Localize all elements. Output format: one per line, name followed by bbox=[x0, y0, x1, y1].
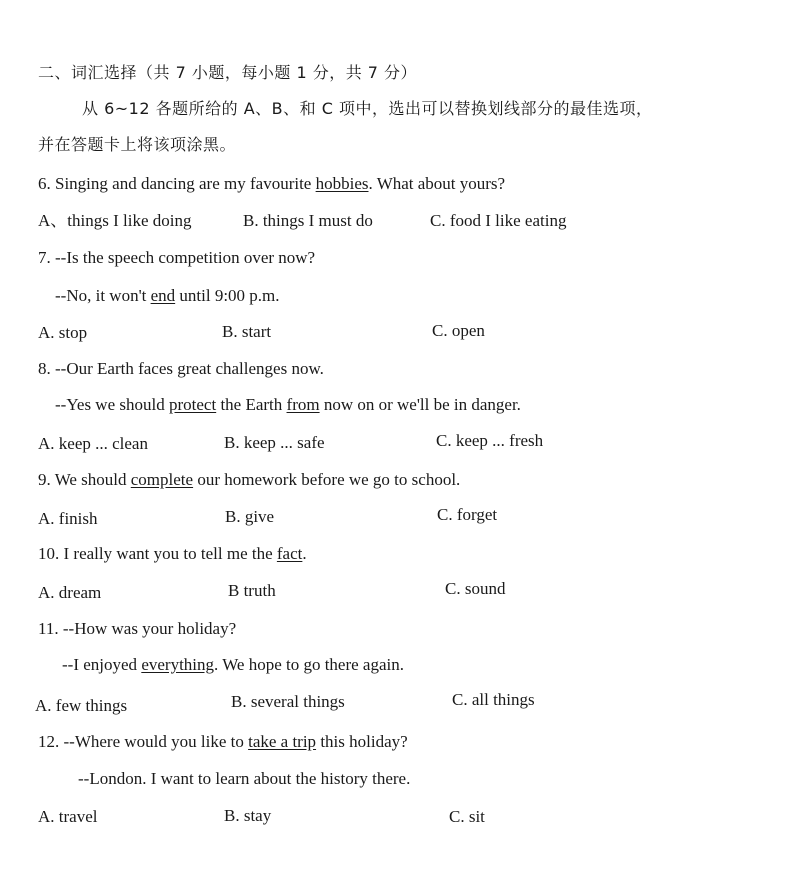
question-10-option-b: B truth bbox=[228, 581, 276, 600]
question-8-text-post: now on or we'll be in danger. bbox=[319, 395, 521, 414]
question-10-option-a: A. dream bbox=[38, 583, 102, 602]
question-6-option-a: A、things I like doing bbox=[38, 211, 192, 230]
question-8-text-mid: the Earth bbox=[216, 395, 287, 414]
question-6-underlined: hobbies bbox=[315, 174, 369, 193]
question-8-option-b: B. keep ... safe bbox=[224, 433, 325, 452]
question-10-text-pre: 10. I really want you to tell me the bbox=[38, 544, 277, 563]
section-title: 二、词汇选择（共 7 小题，每小题 1 分，共 7 分） bbox=[38, 63, 418, 82]
question-10-stem bbox=[38, 543, 307, 565]
question-11-text-pre: --I enjoyed bbox=[62, 655, 142, 674]
question-10-text-post: . bbox=[302, 544, 307, 563]
question-6-stem bbox=[38, 173, 505, 195]
question-7-text-pre: --No, it won't bbox=[55, 286, 151, 305]
question-7-underlined: end bbox=[150, 286, 176, 305]
question-9-option-a: A. finish bbox=[38, 509, 98, 528]
question-6-option-c: C. food I like eating bbox=[430, 211, 567, 230]
question-8-option-c: C. keep ... fresh bbox=[436, 431, 544, 450]
question-7-option-a: A. stop bbox=[38, 323, 88, 342]
question-8-underlined-protect: protect bbox=[168, 395, 217, 414]
question-12-underlined: take a trip bbox=[248, 732, 317, 751]
question-6-text-pre: 6. Singing and dancing are my favourite bbox=[38, 174, 316, 193]
question-12-option-b: B. stay bbox=[224, 806, 272, 825]
question-12-text-post: this holiday? bbox=[316, 732, 408, 751]
question-10-option-c: C. sound bbox=[445, 579, 506, 598]
instruction-line-1: 从 6~12 各题所给的 A、B、和 C 项中，选出可以替换划线部分的最佳选项， bbox=[82, 99, 653, 118]
question-11-option-a: A. few things bbox=[35, 696, 128, 715]
question-7-line-1: 7. --Is the speech competition over now? bbox=[38, 248, 316, 267]
question-7-option-c: C. open bbox=[432, 321, 485, 340]
question-12-text-pre: 12. --Where would you like to bbox=[38, 732, 249, 751]
instruction-line-2: 并在答题卡上将该项涂黑。 bbox=[38, 135, 237, 154]
question-12-option-a: A. travel bbox=[38, 807, 98, 826]
question-8-text-pre: --Yes we should bbox=[55, 395, 169, 414]
question-9-option-b: B. give bbox=[225, 507, 275, 526]
question-10-underlined: fact bbox=[276, 544, 303, 563]
question-7-text-post: until 9:00 p.m. bbox=[175, 286, 280, 305]
question-11-line-1: 11. --How was your holiday? bbox=[38, 619, 237, 638]
question-7-option-b: B. start bbox=[222, 322, 272, 341]
question-11-text-post: . We hope to go there again. bbox=[214, 655, 404, 674]
question-8-option-a: A. keep ... clean bbox=[38, 434, 148, 453]
question-9-text-post: our homework before we go to school. bbox=[193, 470, 461, 489]
question-8-underlined-from: from bbox=[286, 395, 320, 414]
question-12-line-2: --London. I want to learn about the history there. bbox=[78, 769, 411, 788]
question-11-line-2 bbox=[62, 654, 404, 676]
question-9-stem bbox=[38, 469, 460, 491]
question-8-line-1: 8. --Our Earth faces great challenges now. bbox=[38, 359, 324, 378]
question-12-stem bbox=[38, 731, 408, 753]
question-11-option-c: C. all things bbox=[452, 690, 535, 709]
question-9-text-pre: 9. We should bbox=[38, 470, 131, 489]
question-7-line-2 bbox=[55, 285, 280, 307]
question-12-option-c: C. sit bbox=[449, 807, 485, 826]
question-11-underlined: everything bbox=[141, 655, 215, 674]
question-6-text-post: . What about yours? bbox=[368, 174, 506, 193]
question-11-option-b: B. several things bbox=[231, 692, 345, 711]
question-9-option-c: C. forget bbox=[437, 505, 498, 524]
question-6-option-b: B. things I must do bbox=[243, 211, 373, 230]
question-9-underlined: complete bbox=[130, 470, 194, 489]
question-8-line-2 bbox=[55, 394, 521, 416]
